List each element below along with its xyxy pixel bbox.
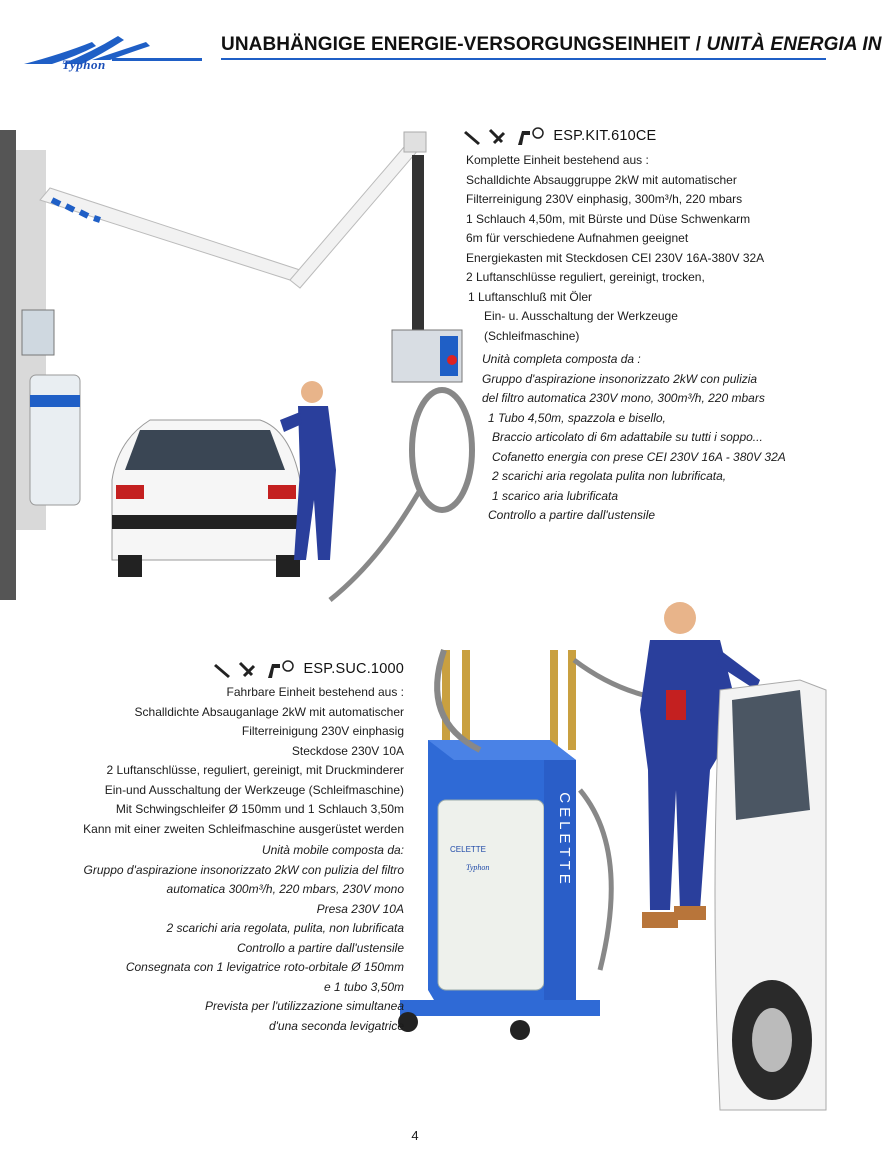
text-line: Braccio articolato di 6m adattabile su tutti i soppo... [492,430,763,444]
german-description [464,151,826,346]
text-line: (Schleifmaschine) [484,328,580,343]
unit-brand: Typhon [466,863,490,872]
text-line: Prevista per l'utilizzazione simultanea [204,999,404,1013]
text-line: e 1 tubo 3,50m [323,979,404,994]
title-german: UNABHÄNGIGE ENERGIE-VERSORGUNGSEINHEIT / [221,34,702,55]
text-line: del filtro automatica 230V mono, 300m³/h, 220 mbars [482,391,765,405]
text-line: 1 Tubo 4,50m, spazzola e bisello, [488,410,666,425]
title-italian: UNITÀ ENERGIA IN [701,34,882,55]
page-number: 4 [411,1128,419,1143]
brand-name: Typhon [62,57,106,72]
text-line: Controllo a partire dall'ustensile [488,508,656,522]
text-line: 1 scarico aria lubrificata [492,488,619,503]
text-line: Controllo a partire dall'ustensile [236,940,404,955]
text-line: Gruppo d'aspirazione insonorizzato 2kW con pulizia del filtro [83,862,404,877]
text-line: 2 Luftanschlüsse, reguliert, gereinigt, mit Druckminderer [106,763,404,777]
text-line: Energiekasten mit Steckdosen CEI 230V 16A-380V 32A [466,250,765,265]
text-line: 2 scarichi aria regolata pulita non lubrificata, [492,469,727,483]
text-line: 1 Luftanschluß mit Öler [468,289,593,304]
text-line: Unità completa composta da : [482,352,641,366]
text-line: Steckdose 230V 10A [291,743,404,758]
unit-label: CELETTE [450,845,487,854]
product-photo-mobile-unit [380,590,826,1115]
tool-icons [214,660,300,680]
column-label: CELETTE [556,792,573,888]
text-line: Schalldichte Absauganlage 2kW mit automatischer [134,704,404,719]
typhon-logo [22,28,212,80]
italian-description [30,841,404,1036]
text-line: Presa 230V 10A [316,901,404,916]
text-line: 2 scarichi aria regolata, pulita, non lubrificata [166,921,404,935]
product-description-610ce [464,127,826,526]
text-line: automatica 300m³/h, 220 mbars, 230V mono [166,882,404,896]
product-description-suc1000 [30,660,404,1036]
text-line: Mit Schwingschleifer Ø 150mm und 1 Schlauch 3,50m [115,802,404,816]
text-line: d'una seconda levigatrice [268,1018,404,1033]
text-line: 2 Luftanschlüsse reguliert, gereinigt, trocken, [466,270,705,284]
text-line: Cofanetto energia con prese CEI 230V 16A - 380V 32A [492,449,786,464]
header-divider [221,58,826,60]
text-line: Ein- u. Ausschaltung der Werkzeuge [484,309,678,323]
product-photo-wall-unit [0,120,500,610]
text-line: 1 Schlauch 4,50m, mit Bürste und Düse Schwenkarm [466,211,751,226]
text-line: Gruppo d'aspirazione insonorizzato 2kW con pulizia [482,371,758,386]
text-line: Fahrbare Einheit bestehend aus : [226,685,404,699]
italian-description [464,350,826,526]
text-line: Unità mobile composta da: [261,843,404,857]
german-description [30,683,404,839]
product-code: ESP.KIT.610CE [553,128,657,145]
text-line: Kann mit einer zweiten Schleifmaschine ausgerüstet werden [83,821,404,836]
product-code: ESP.SUC.1000 [303,661,404,678]
text-line: Schalldichte Absauggruppe 2kW mit automatischer [466,172,737,187]
text-line: Filterreinigung 230V einphasig [241,724,404,738]
tool-icons [464,127,550,147]
text-line: Consegnata con 1 levigatrice roto-orbitale Ø 150mm [125,960,404,974]
page-title [221,34,882,56]
text-line: 6m für verschiedene Aufnahmen geeignet [466,231,689,245]
text-line: Ein-und Ausschaltung der Werkzeuge (Schleifmaschine) [104,782,404,797]
text-line: Filterreinigung 230V einphasig, 300m³/h, 220 mbars [466,192,743,206]
text-line: Komplette Einheit bestehend aus : [466,153,649,167]
